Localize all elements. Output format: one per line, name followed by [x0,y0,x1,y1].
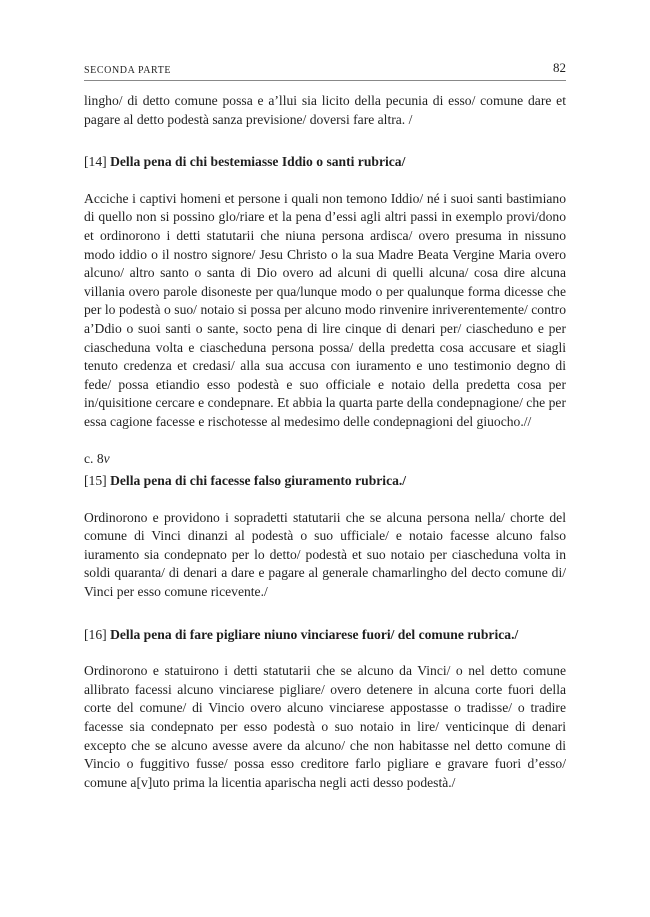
folio-marker [84,450,566,469]
running-head [84,60,566,81]
folio-prefix: c. 8 [84,450,104,466]
section-16-title: Della pena di fare pigliare niuno vinciarese fuori/ del comune rubrica./ [110,626,519,642]
section-16-body: Ordinorono e statuirono i detti statutarii che se alcuno da Vinci/ o nel detto comune allibrato facessi alcuno vinciarese pigliare/ overo detenere in alcuna corte fuori della corte del comune/ di Vincio overo alcuno vinciarese appostasse o tradisse/ o tradire facesse sia condepnato per esso podestà o suo notaio in lire/ venticinque di denari excepto che se alcuno avesse avere da alcuno/ che non habitasse nel detto comune di Vincio o fuggitivo fusse/ possa esso creditore farlo pigliare e gravare fuori d’esso/ comune a[v]uto prima la licentia aparischa negli acti desso podestà./ [84,663,566,790]
section-14-heading [84,153,566,172]
section-16-heading [84,626,566,645]
section-14-body: Acciche i captivi homeni et persone i quali non temono Iddio/ né i suoi santi bastimiano di quello non si possino glo/riare et la pena d’essi agli altri passi in exemplo provi/dono et ordinorono i detti statutarii che niuna persona ardisca/ overo presuma in nissuno modo iddio o il nostro signore/ Jesu Christo o la sua Madre Beata Vergine Maria overo alcuno/ altro santo o santa di Dio overo ad alcuni di quelli alcuna/ cosa dire alcuna villania overo parole disoneste per qua/lunque modo o per qualunque forma dicesse che per lo podestà o suo/ notaio si possa per alcuno modo rinvenire inriverentemente/ contro a’Ddio o suoi santi o sante, socto pena di lire cinque di denari per/ ciaschedunо e per ciascheduna volta e ciascheduna persona possa/ della predetta cosa accusare et siagli tenuto credenza et credasi/ alla sua accusa con iuramento e uno testimonio degno di fede/ possa etiandio esso podestà e suo officiale e notaio della predetta cosa per in/quisitione cercare e condepnare. Et abbia la quarta parte della condepnagione/ che per essa cagione facesse e rischotesse al medesimo delle condepnagioni del giuocho.// [84,190,566,429]
section-15-number: [15] [84,473,107,489]
section-15-heading [84,472,566,491]
section-14-title: Della pena di chi bestemiasse Iddio o santi rubrica/ [110,154,406,170]
running-head-section: SECONDA PARTE [84,65,172,76]
section-15-title: Della pena di chi facesse falso giuramento rubrica./ [110,473,407,489]
section-15-body: Ordinorono e providono i sopradetti statutarii che se alcuna persona nella/ chorte del comune di Vinci dinanzi al podestà o suo ufficiale/ e notaio facesse alcuno falso iuramento sia condepnato per lo detto/ podestà et suo notaio per ciascheduna volta in soldi quaranta/ di denari a dare e pagare al generale chamarlingho del decto comune di/ Vinci per esso comune ricevente./ [84,509,566,600]
folio-side: v [103,450,110,466]
page-number: 82 [553,60,566,75]
section-14-number: [14] [84,154,107,170]
section-16-number: [16] [84,626,107,642]
intro-paragraph: lingho/ di detto comune possa e a’llui sia licito della pecunia di esso/ comune dare et pagare al detto podestà sanza previsione/ doversi fare altra. / [84,93,566,127]
page-content [84,92,566,792]
